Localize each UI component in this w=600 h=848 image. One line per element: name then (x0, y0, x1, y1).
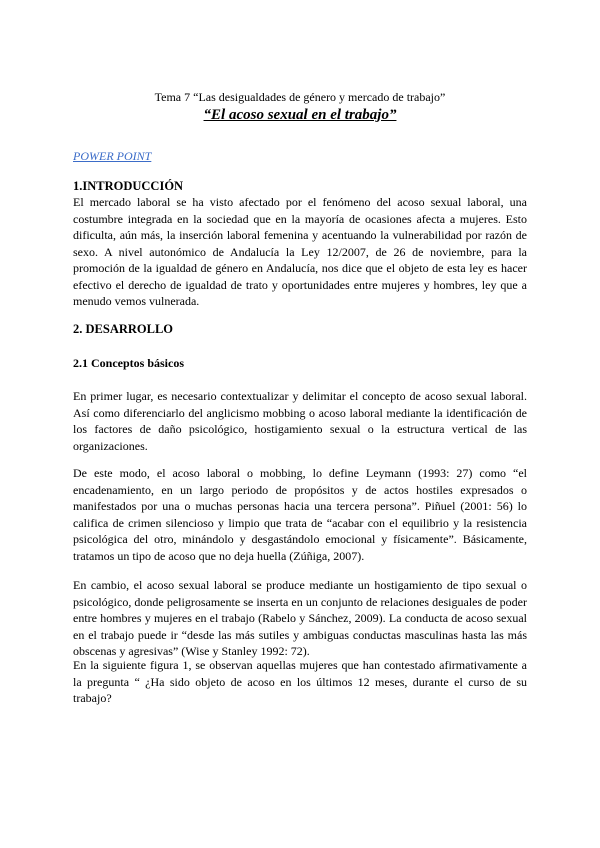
subsection-heading-conceptos: 2.1 Conceptos básicos (73, 356, 185, 370)
power-point-link[interactable]: POWER POINT (73, 149, 152, 163)
body-paragraph-3: En cambio, el acoso sexual laboral se produce mediante un hostigamiento de tipo sexual o psicológico, donde peligrosamente se inserta en un conjunto de relaciones desiguales de poder entre hombres y mujeres en el trabajo (Rabelo y Sánchez, 2009). La conducta de acoso sexual en el trabajo puede ir “desde las más sutiles y ambiguas conductas masculinas hasta las más obscenas y agresivas” (Wise y Stanley 1992: 72). (73, 578, 527, 658)
body-paragraph-1: En primer lugar, es necesario contextualizar y delimitar el concepto de acoso sexual laboral. Así como diferenciarlo del anglicismo mobbing o acoso laboral mediante la identificación de los factores de daño psicológico, hostigamiento sexual o la estructura vertical de las organizaciones. (73, 389, 527, 453)
document-title: “El acoso sexual en el trabajo” (203, 107, 397, 123)
section-heading-introduccion: 1.INTRODUCCIÓN (73, 179, 184, 193)
body-paragraph-4: En la siguiente figura 1, se observan aquellas mujeres que han contestado afirmativamente a la pregunta “ ¿Ha sido objeto de acoso en los últimos 12 meses, durante el curso de su trabajo? (73, 658, 527, 705)
document-subtitle: Tema 7 “Las desigualdades de género y mercado de trabajo” (154, 90, 446, 104)
body-paragraph-2: De este modo, el acoso laboral o mobbing, lo define Leymann (1993: 27) como “el encadenamiento, en un largo periodo de propósitos y de actos hostiles expresados o manifestados por una o muchas personas hacia una tercera persona”. Piñuel (2001: 56) lo califica de crimen silencioso y limpio que trata de “acabar con el equilibrio y la resistencia psicológica del otro, minándolo y desgastándolo emocional y físicamente”. Básicamente, tratamos un tipo de acoso que no deja huella (Zúñiga, 2007). (73, 466, 527, 563)
intro-paragraph: El mercado laboral se ha visto afectado por el fenómeno del acoso sexual laboral, una costumbre integrada en la sociedad que en la mayoría de ocasiones afecta a mujeres. Esto dificulta, aún más, la inserción laboral femenina y acentuando la vulnerabilidad por razón de sexo. A nivel autonómico de Andalucía la Ley 12/2007, de 26 de noviembre, para la promoción de la igualdad de género en Andalucía, nos dice que el objeto de esta ley es hacer efectivo el derecho de igualdad de trato y oportunidades entre mujeres y hombres, ley que a menudo vemos vulnerada. (73, 195, 527, 308)
section-heading-desarrollo: 2. DESARROLLO (73, 322, 174, 336)
